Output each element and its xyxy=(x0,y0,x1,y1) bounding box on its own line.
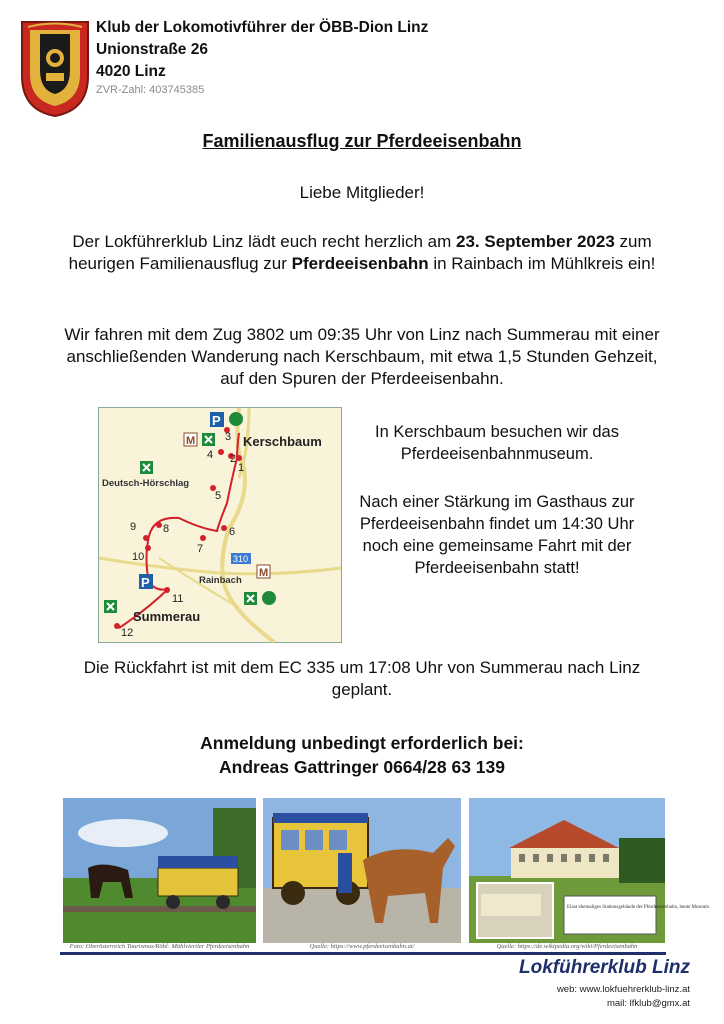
stop-6 xyxy=(221,525,227,531)
map-label-kerschbaum: Kerschbaum xyxy=(243,434,322,449)
photo-station-building xyxy=(469,798,710,943)
stop-12 xyxy=(114,623,120,629)
stop-label-7: 7 xyxy=(197,543,204,555)
museum-icon: M xyxy=(259,567,269,579)
club-name: Klub der Lokomotivführer der ÖBB-Dion Linz xyxy=(96,19,429,36)
stop-10 xyxy=(145,545,151,551)
parking-icon: P xyxy=(212,413,221,428)
invite-text-2: zum heurigen Familienausflug zur xyxy=(68,232,652,273)
stop-label-4: 4 xyxy=(207,449,214,461)
stop-label-6: 6 xyxy=(229,526,236,538)
club-city: 4020 Linz xyxy=(96,63,166,80)
route-map xyxy=(98,407,342,643)
route-paragraph: Wir fahren mit dem Zug 3802 um 09:35 Uhr von Linz nach Summerau mit einer anschließenden Wanderung nach Kerschbaum, mit etwa 1,5 Stunden Gehzeit, auf den Spuren der Pferdeeisenbahn. xyxy=(64,325,660,388)
museum-icon: M xyxy=(186,435,196,447)
registration-block xyxy=(0,731,724,779)
return-paragraph: Die Rückfahrt ist mit dem EC 335 um 17:08 Uhr von Summerau nach Linz geplant. xyxy=(83,658,641,699)
stop-label-12: 12 xyxy=(121,627,134,639)
map-label-rainbach: Rainbach xyxy=(199,575,242,586)
stop-11 xyxy=(164,587,170,593)
photo-caption-1: Foto: Oberösterreich Tourismus/Röbl: Mühlviertler Pferdeeisenbahn xyxy=(69,943,250,950)
photo-horse-carriage xyxy=(63,798,256,943)
footer-mail[interactable]: mail: lfklub@gmx.at xyxy=(606,998,690,1009)
greeting: Liebe Mitglieder! xyxy=(299,183,425,202)
stop-label-8: 8 xyxy=(163,523,170,535)
registration-contact: Andreas Gattringer 0664/28 63 139 xyxy=(219,757,505,777)
event-place: Pferdeeisenbahn xyxy=(291,254,429,273)
club-street: Unionstraße 26 xyxy=(96,41,208,58)
footer-web[interactable]: web: www.lokfuehrerklub-linz.at xyxy=(556,984,690,995)
map-label-deutsch-hoerschlag: Deutsch-Hörschlag xyxy=(102,478,190,489)
page-title: Familienausflug zur Pferdeeisenbahn xyxy=(202,131,522,151)
club-logo xyxy=(20,18,90,118)
museum-text: In Kerschbaum besuchen wir das Pferdeeisenbahnmuseum. xyxy=(375,423,619,463)
photo-inset-note: Einst ehemaliges Stationsgebäude der Pferdeeisenbahn, heute Museum xyxy=(567,905,710,910)
parking-icon: P xyxy=(141,575,150,590)
stop-label-2: 2 xyxy=(230,453,237,465)
map-label-summerau: Summerau xyxy=(133,609,201,624)
photo-horse-wagon xyxy=(263,798,461,943)
zvr-number: ZVR-Zahl: 403745385 xyxy=(96,84,205,96)
invite-text-1: Der Lokführerklub Linz lädt euch recht herzlich am xyxy=(72,232,457,251)
stop-1 xyxy=(236,455,242,461)
footer-brand: Lokführerklub Linz xyxy=(519,957,690,978)
program-text: Nach einer Stärkung im Gasthaus zur Pferdeeisenbahn findet um 14:30 Uhr noch eine gemeinsame Fahrt mit der Pferdeeisenbahn statt! xyxy=(359,493,635,577)
stop-label-9: 9 xyxy=(130,521,137,533)
stop-label-1: 1 xyxy=(238,462,245,474)
road-number: 310 xyxy=(233,554,249,564)
invite-text-3: in Rainbach im Mühlkreis ein! xyxy=(428,254,656,273)
stop-label-5: 5 xyxy=(215,490,222,502)
stop-label-10: 10 xyxy=(132,551,145,563)
stop-4 xyxy=(218,449,224,455)
stop-7 xyxy=(200,535,206,541)
footer-divider xyxy=(60,952,666,955)
stop-label-3: 3 xyxy=(225,431,232,443)
stop-9 xyxy=(143,535,149,541)
club-address xyxy=(96,17,428,83)
photo-caption-2: Quelle: https://www.pferdeeisenbahn.at/ xyxy=(309,943,415,950)
stop-label-11: 11 xyxy=(172,593,184,605)
stop-8 xyxy=(156,522,162,528)
event-date: 23. September 2023 xyxy=(456,232,615,251)
photo-caption-3: Quelle: https://de.wikipedia.org/wiki/Pferdeeisenbahn xyxy=(496,943,638,950)
invitation-paragraph xyxy=(60,231,664,275)
footer-contact xyxy=(557,983,690,1011)
registration-line-1: Anmeldung unbedingt erforderlich bei: xyxy=(200,733,524,753)
